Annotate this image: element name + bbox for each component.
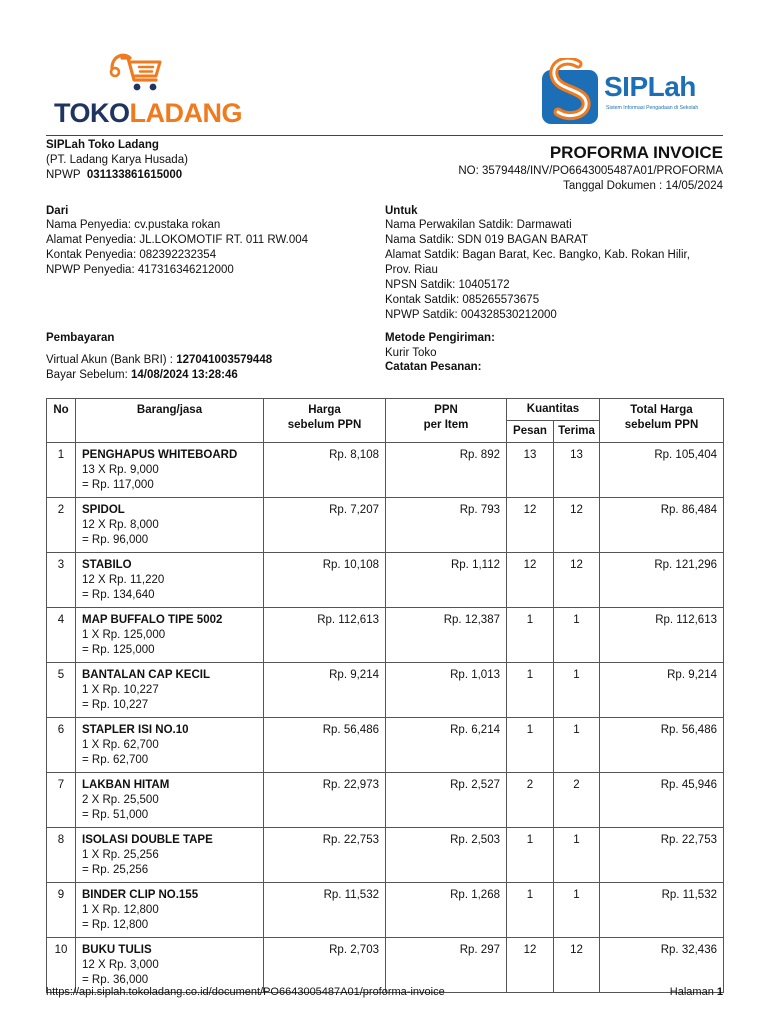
item-qty-received: 1 (554, 883, 600, 938)
item-name: LAKBAN HITAM (82, 779, 170, 791)
item-price: Rp. 2,703 (264, 938, 386, 993)
item-calculation: 1 X Rp. 12,800 (82, 904, 159, 916)
col-header-received: Terima (554, 421, 600, 443)
to-school-address: Alamat Satdik: Bagan Barat, Kec. Bangko, Kab. Rokan Hilir, (385, 249, 690, 261)
item-total: Rp. 86,484 (600, 498, 724, 553)
item-name: PENGHAPUS WHITEBOARD (82, 449, 238, 461)
shipping-heading: Metode Pengiriman: (385, 332, 495, 344)
items-table (46, 398, 724, 993)
item-qty-order: 1 (507, 608, 554, 663)
item-qty-received: 1 (554, 828, 600, 883)
row-item (76, 883, 264, 938)
row-item (76, 443, 264, 498)
row-number: 1 (47, 443, 76, 498)
to-representative: Nama Perwakilan Satdik: Darmawati (385, 219, 572, 231)
item-price: Rp. 112,613 (264, 608, 386, 663)
siplah-mark-icon (540, 58, 600, 126)
item-subtotal: = Rp. 25,256 (82, 864, 149, 876)
from-supplier-address: Alamat Penyedia: JL.LOKOMOTIF RT. 011 RW.004 (46, 234, 309, 246)
row-number: 4 (47, 608, 76, 663)
col-header-quantity: Kuantitas (507, 399, 600, 421)
item-name: STABILO (82, 559, 132, 571)
item-qty-order: 12 (507, 938, 554, 993)
col-header-price: Harga sebelum PPN (264, 399, 386, 443)
from-supplier-name: Nama Penyedia: cv.pustaka rokan (46, 219, 221, 231)
table-row (47, 443, 724, 498)
invoice-number: NO: 3579448/INV/PO6643005487A01/PROFORMA (458, 165, 723, 177)
item-price: Rp. 9,214 (264, 663, 386, 718)
item-calculation: 1 X Rp. 10,227 (82, 684, 159, 696)
row-number: 9 (47, 883, 76, 938)
item-ppn: Rp. 2,527 (386, 773, 507, 828)
siplah-name: SIPLah (604, 71, 696, 102)
col-header-no: No (47, 399, 76, 443)
seller-npwp: NPWP 031133861615000 (46, 169, 183, 181)
item-qty-order: 12 (507, 498, 554, 553)
item-calculation: 2 X Rp. 25,500 (82, 794, 159, 806)
table-row (47, 553, 724, 608)
item-subtotal: = Rp. 62,700 (82, 754, 149, 766)
table-row (47, 828, 724, 883)
item-total: Rp. 105,404 (600, 443, 724, 498)
item-price: Rp. 11,532 (264, 883, 386, 938)
item-name: BANTALAN CAP KECIL (82, 669, 210, 681)
item-calculation: 1 X Rp. 25,256 (82, 849, 159, 861)
row-number: 7 (47, 773, 76, 828)
item-subtotal: = Rp. 12,800 (82, 919, 149, 931)
row-item (76, 828, 264, 883)
item-qty-order: 1 (507, 663, 554, 718)
item-name: MAP BUFFALO TIPE 5002 (82, 614, 223, 626)
table-row (47, 608, 724, 663)
item-ppn: Rp. 2,503 (386, 828, 507, 883)
order-notes-heading: Catatan Pesanan: (385, 361, 482, 373)
seller-company: (PT. Ladang Karya Husada) (46, 154, 188, 166)
siplah-logo (540, 58, 725, 126)
item-ppn: Rp. 793 (386, 498, 507, 553)
item-subtotal: = Rp. 96,000 (82, 534, 149, 546)
item-ppn: Rp. 6,214 (386, 718, 507, 773)
item-subtotal: = Rp. 134,640 (82, 589, 155, 601)
item-name: BUKU TULIS (82, 944, 152, 956)
payment-due-date: Bayar Sebelum: 14/08/2024 13:28:46 (46, 369, 238, 381)
item-total: Rp. 56,486 (600, 718, 724, 773)
item-qty-received: 12 (554, 498, 600, 553)
row-item (76, 608, 264, 663)
seller-name: SIPLah Toko Ladang (46, 139, 159, 151)
item-price: Rp. 10,108 (264, 553, 386, 608)
col-header-item: Barang/jasa (76, 399, 264, 443)
to-contact: Kontak Satdik: 085265573675 (385, 294, 540, 306)
item-subtotal: = Rp. 10,227 (82, 699, 149, 711)
shipping-method: Kurir Toko (385, 347, 437, 359)
item-total: Rp. 32,436 (600, 938, 724, 993)
page-number: Halaman 1 (669, 986, 723, 998)
row-item (76, 773, 264, 828)
item-calculation: 12 X Rp. 3,000 (82, 959, 159, 971)
item-name: BINDER CLIP NO.155 (82, 889, 199, 901)
col-header-order: Pesan (507, 421, 554, 443)
item-price: Rp. 7,207 (264, 498, 386, 553)
shopping-cart-icon (106, 48, 166, 94)
item-calculation: 12 X Rp. 8,000 (82, 519, 159, 531)
to-npsn: NPSN Satdik: 10405172 (385, 279, 510, 291)
tokoladang-logo (54, 48, 243, 130)
item-qty-received: 12 (554, 938, 600, 993)
from-heading: Dari (46, 205, 69, 217)
item-price: Rp. 8,108 (264, 443, 386, 498)
item-calculation: 13 X Rp. 9,000 (82, 464, 159, 476)
item-total: Rp. 9,214 (600, 663, 724, 718)
tokoladang-wordmark: TOKOLADANG (54, 98, 243, 128)
item-ppn: Rp. 1,112 (386, 553, 507, 608)
row-number: 3 (47, 553, 76, 608)
item-ppn: Rp. 892 (386, 443, 507, 498)
item-total: Rp. 22,753 (600, 828, 724, 883)
to-school-address-province: Prov. Riau (385, 264, 438, 276)
item-qty-received: 1 (554, 663, 600, 718)
item-qty-received: 1 (554, 608, 600, 663)
row-number: 8 (47, 828, 76, 883)
item-total: Rp. 121,296 (600, 553, 724, 608)
row-number: 10 (47, 938, 76, 993)
item-qty-received: 1 (554, 718, 600, 773)
payment-virtual-account: Virtual Akun (Bank BRI) : 127041003579448 (46, 354, 273, 366)
col-header-total: Total Harga sebelum PPN (600, 399, 724, 443)
to-school-name: Nama Satdik: SDN 019 BAGAN BARAT (385, 234, 589, 246)
to-heading: Untuk (385, 205, 418, 217)
row-item (76, 718, 264, 773)
item-price: Rp. 22,753 (264, 828, 386, 883)
item-total: Rp. 11,532 (600, 883, 724, 938)
table-row (47, 663, 724, 718)
item-name: SPIDOL (82, 504, 125, 516)
item-subtotal: = Rp. 117,000 (82, 479, 154, 491)
item-total: Rp. 45,946 (600, 773, 724, 828)
payment-heading: Pembayaran (46, 332, 115, 344)
row-number: 2 (47, 498, 76, 553)
item-qty-order: 1 (507, 718, 554, 773)
item-name: STAPLER ISI NO.10 (82, 724, 189, 736)
item-ppn: Rp. 297 (386, 938, 507, 993)
item-subtotal: = Rp. 36,000 (82, 974, 149, 986)
table-row (47, 498, 724, 553)
item-qty-order: 13 (507, 443, 554, 498)
row-item (76, 663, 264, 718)
item-qty-order: 12 (507, 553, 554, 608)
table-row (47, 883, 724, 938)
item-qty-order: 1 (507, 828, 554, 883)
from-supplier-contact: Kontak Penyedia: 082392232354 (46, 249, 217, 261)
item-subtotal: = Rp. 125,000 (82, 644, 155, 656)
row-number: 5 (47, 663, 76, 718)
to-npwp: NPWP Satdik: 004328530212000 (385, 309, 557, 321)
invoice-date: Tanggal Dokumen : 14/05/2024 (563, 180, 723, 192)
item-total: Rp. 112,613 (600, 608, 724, 663)
item-qty-received: 2 (554, 773, 600, 828)
invoice-title: PROFORMA INVOICE (549, 143, 723, 162)
item-ppn: Rp. 1,268 (386, 883, 507, 938)
item-qty-received: 13 (554, 443, 600, 498)
item-price: Rp. 22,973 (264, 773, 386, 828)
table-row (47, 718, 724, 773)
item-qty-order: 2 (507, 773, 554, 828)
item-qty-received: 12 (554, 553, 600, 608)
row-number: 6 (47, 718, 76, 773)
item-ppn: Rp. 1,013 (386, 663, 507, 718)
item-calculation: 1 X Rp. 62,700 (82, 739, 159, 751)
item-calculation: 12 X Rp. 11,220 (82, 574, 165, 586)
col-header-ppn: PPN per Item (386, 399, 507, 443)
document-url: https://api.siplah.tokoladang.co.id/document/PO6643005487A01/proforma-invoice (46, 986, 445, 998)
siplah-subtitle: Sistem Informasi Pengadaan di Sekolah (606, 105, 699, 111)
item-subtotal: = Rp. 51,000 (82, 809, 149, 821)
row-item (76, 553, 264, 608)
item-qty-order: 1 (507, 883, 554, 938)
item-ppn: Rp. 12,387 (386, 608, 507, 663)
item-name: ISOLASI DOUBLE TAPE (82, 834, 213, 846)
from-supplier-npwp: NPWP Penyedia: 417316346212000 (46, 264, 234, 276)
row-item (76, 498, 264, 553)
item-calculation: 1 X Rp. 125,000 (82, 629, 166, 641)
table-header-row (47, 399, 724, 421)
item-price: Rp. 56,486 (264, 718, 386, 773)
header-divider (46, 135, 723, 136)
table-row (47, 773, 724, 828)
